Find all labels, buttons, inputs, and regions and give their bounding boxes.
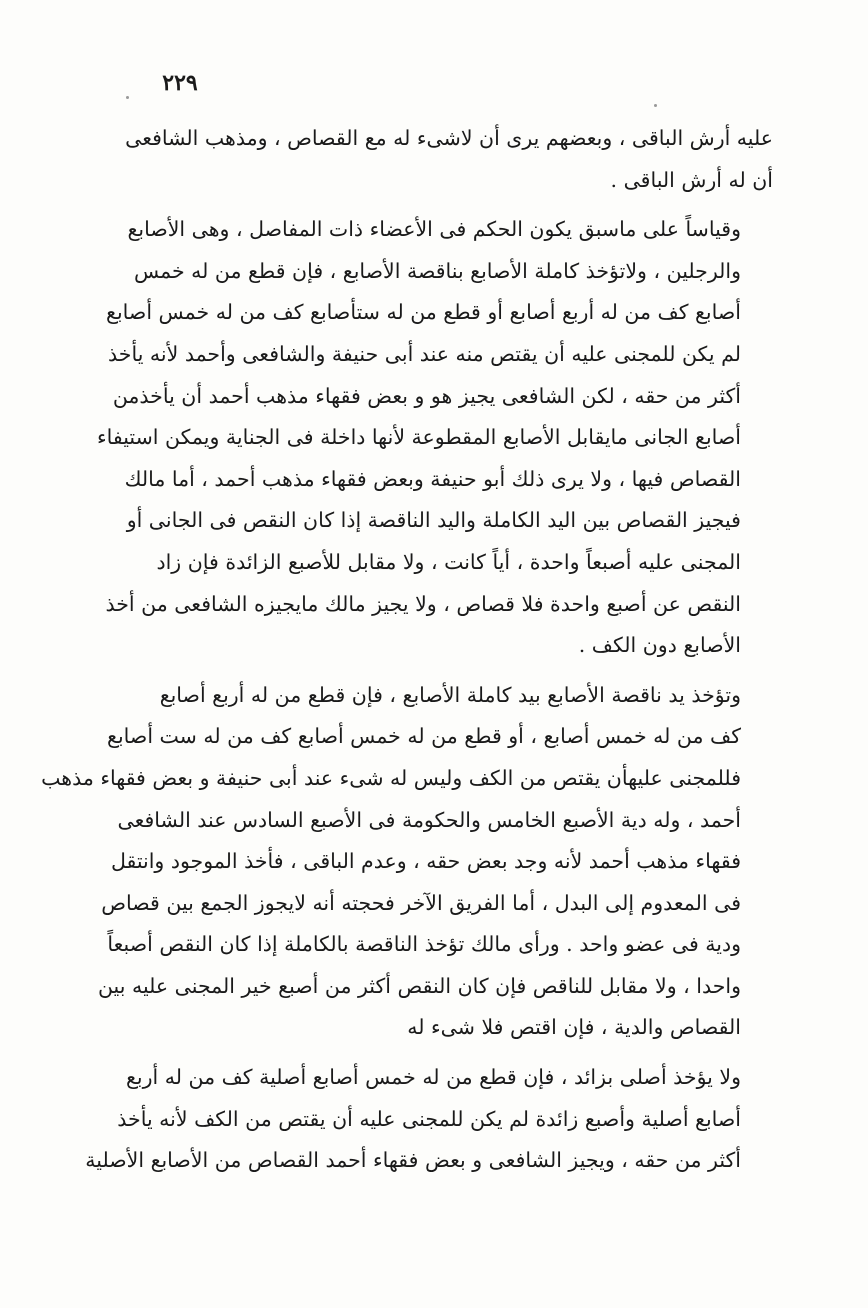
page-number: ٢٢٩ [162,70,198,96]
text-line: أكثر من حقه ، ويجيز الشافعى و بعض فقهاء أحمد القصاص من الأصابع الأصلية [85,1148,741,1173]
text-line: ولا يؤخذ أصلى بزائد ، فإن قطع من له خمس أصابع أصلية كف من له أربع [126,1065,741,1090]
text-line: أصابع الجانى مايقابل الأصابع المقطوعة لأنها داخلة فى الجناية ويمكن استيفاء [96,425,741,450]
text-line: فيجيز القصاص بين اليد الكاملة واليد الناقصة إذا كان النقص فى الجانى أو [126,508,741,533]
text-line: لم يكن للمجنى عليه أن يقتص منه عند أبى حنيفة والشافعى وأحمد لأنه يأخذ [108,341,741,366]
text-line: الأصابع دون الكف . [578,633,741,658]
text-line: وقياساً على ماسبق يكون الحكم فى الأعضاء ذات المفاصل ، وهى الأصابع [127,217,741,242]
paragraph [41,675,773,1049]
text-line: واحدا ، ولا مقابل للناقص فإن كان النقص أكثر من أصبع خير المجنى عليه بين [97,973,741,998]
text-line: أحمد ، وله دية الأصبع الخامس والحكومة فى الأصبع السادس عند الشافعى [117,807,741,832]
body-text [41,118,773,1190]
text-line: أن له أرش الباقى . [610,167,773,192]
text-line: القصاص والدية ، فإن اقتص فلا شىء له [407,1015,741,1040]
text-line: المجنى عليه أصبعاً واحدة ، أياً كانت ، ولا مقابل للأصبع الزائدة فإن زاد [156,549,741,574]
paragraph [85,1057,773,1182]
text-line: فقهاء مذهب أحمد لأنه وجد بعض حقه ، وعدم الباقى ، فأخذ الموجود وانتقل [110,849,741,874]
paragraph [120,118,773,201]
text-line: فللمجنى عليهأن يقتص من الكف وليس له شىء عند أبى حنيفة و بعض فقهاء مذهب [41,765,741,790]
text-line: القصاص فيها ، ولا يرى ذلك أبو حنيفة وبعض فقهاء مذهب أحمد ، أما مالك [124,466,741,491]
paragraph [96,209,773,667]
text-line: عليه أرش الباقى ، وبعضهم يرى أن لاشىء له مع القصاص ، ومذهب الشافعى [125,126,773,150]
text-line: فى المعدوم إلى البدل ، أما الفريق الآخر فحجته أنه لايجوز الجمع بين قصاص [101,890,741,915]
text-line: وتؤخذ يد ناقصة الأصابع بيد كاملة الأصابع ، فإن قطع من له أربع أصابع [159,682,741,707]
scan-speck [654,104,657,107]
text-line: والرجلين ، ولاتؤخذ كاملة الأصابع بناقصة الأصابع ، فإن قطع من له خمس [133,258,741,283]
scan-speck [126,96,129,99]
text-line: أصابع كف من له أربع أصابع أو قطع من له ستأصابع كف من له خمس أصابع [106,300,741,325]
text-line: ودية فى عضو واحد . ورأى مالك تؤخذ الناقصة بالكاملة إذا كان النقص أصبعاً [107,932,741,957]
text-line: أصابع أصلية وأصبع زائدة لم يكن للمجنى عليه أن يقتص من الكف لأنه يأخذ [117,1106,741,1131]
text-line: النقص عن أصبع واحدة فلا قصاص ، ولا يجيز مالك مايجيزه الشافعى من أخذ [105,591,741,616]
text-line: أكثر من حقه ، لكن الشافعى يجيز هو و بعض فقهاء مذهب أحمد أن يأخذمن [112,383,741,408]
text-line: كف من له خمس أصابع ، أو قطع من له خمس أصابع كف من له ست أصابع [107,724,741,749]
